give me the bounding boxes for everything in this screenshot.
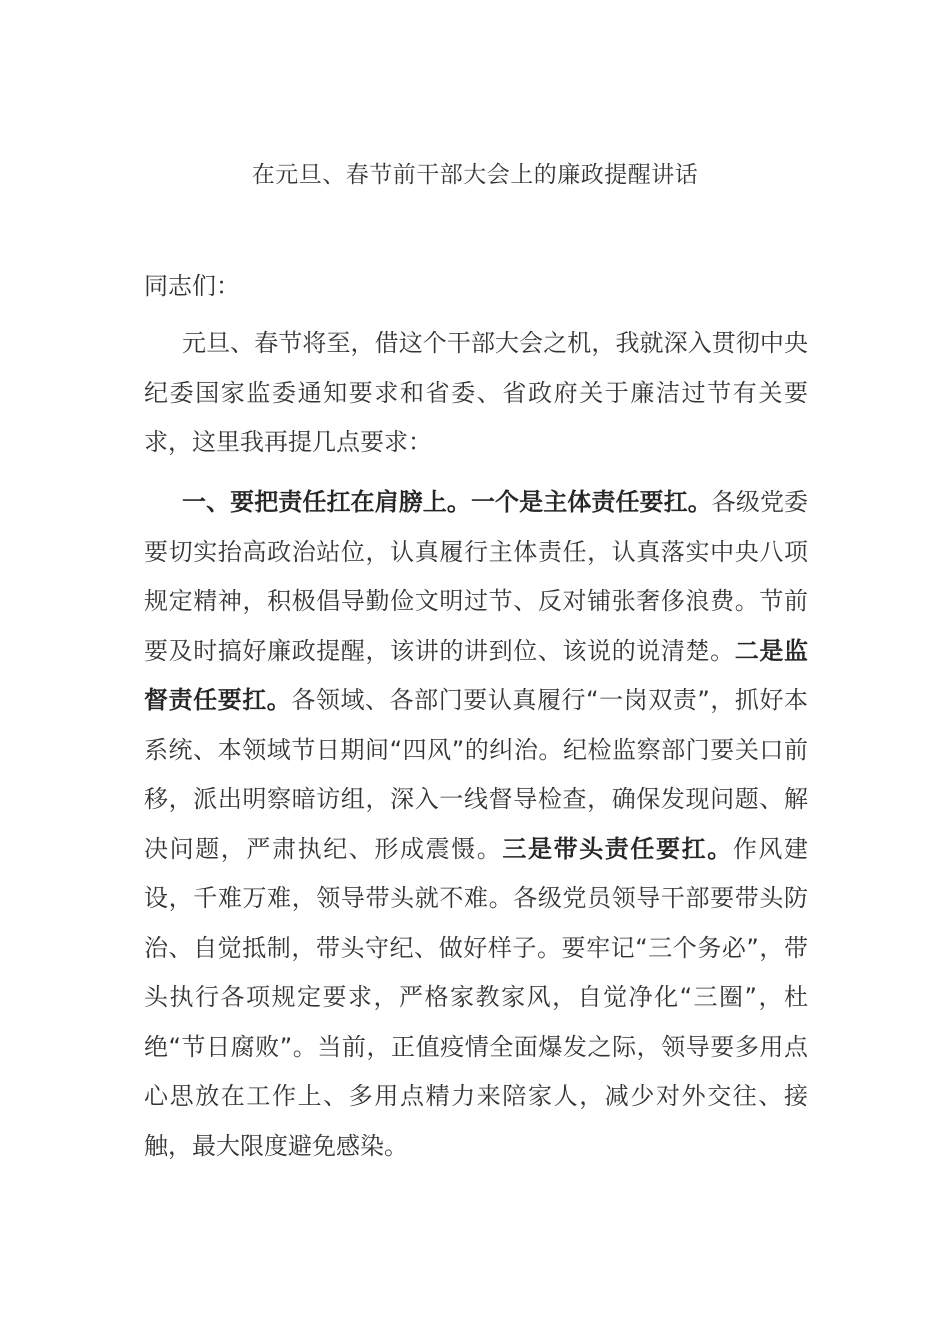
point-1-text: 各级党委要切实抬高政治站位，认真履行主体责任，认真落实中央八项规定精神，积极倡导勤俭文明过节、反对铺张奢侈浪费。节前要及时搞好廉政提醒，该讲的讲到位、该说的说清楚。 xyxy=(144,488,809,665)
section-1-paragraph xyxy=(144,478,808,1171)
point-1-heading: 一个是主体责任要扛。 xyxy=(470,488,712,516)
point-3-text: 作风建设，千难万难，领导带头就不难。各级党员领导干部要带头防治、自觉抵制，带头守纪、做好样子。要牢记“三个务必”，带头执行各项规定要求，严格家教家风，自觉净化“三圈”，杜绝“节日腐败”。当前，正值疫情全面爆发之际，领导要多用点心思放在工作上、多用点精力来陪家人，减少对外交往、接触，最大限度避免感染。 xyxy=(144,834,809,1160)
section-1-heading: 一、要把责任扛在肩膀上。 xyxy=(182,488,471,516)
point-2-heading: 二是监督责任要扛。 xyxy=(144,636,809,714)
intro-paragraph: 元旦、春节将至，借这个干部大会之机，我就深入贯彻中央纪委国家监委通知要求和省委、省政府关于廉洁过节有关要求，这里我再提几点要求： xyxy=(144,329,808,456)
document-title: 在元旦、春节前干部大会上的廉政提醒讲话 xyxy=(251,162,699,188)
point-3-heading: 三是带头责任要扛。 xyxy=(502,834,733,863)
point-2-text: 各领域、各部门要认真履行“一岗双责”，抓好本系统、本领域节日期间“四风”的纠治。纪检监察部门要关口前移，派出明察暗访组，深入一线督导检查，确保发现问题、解决问题，严肃执纪、形成震慑。 xyxy=(144,686,809,863)
salutation: 同志们： xyxy=(144,272,240,300)
